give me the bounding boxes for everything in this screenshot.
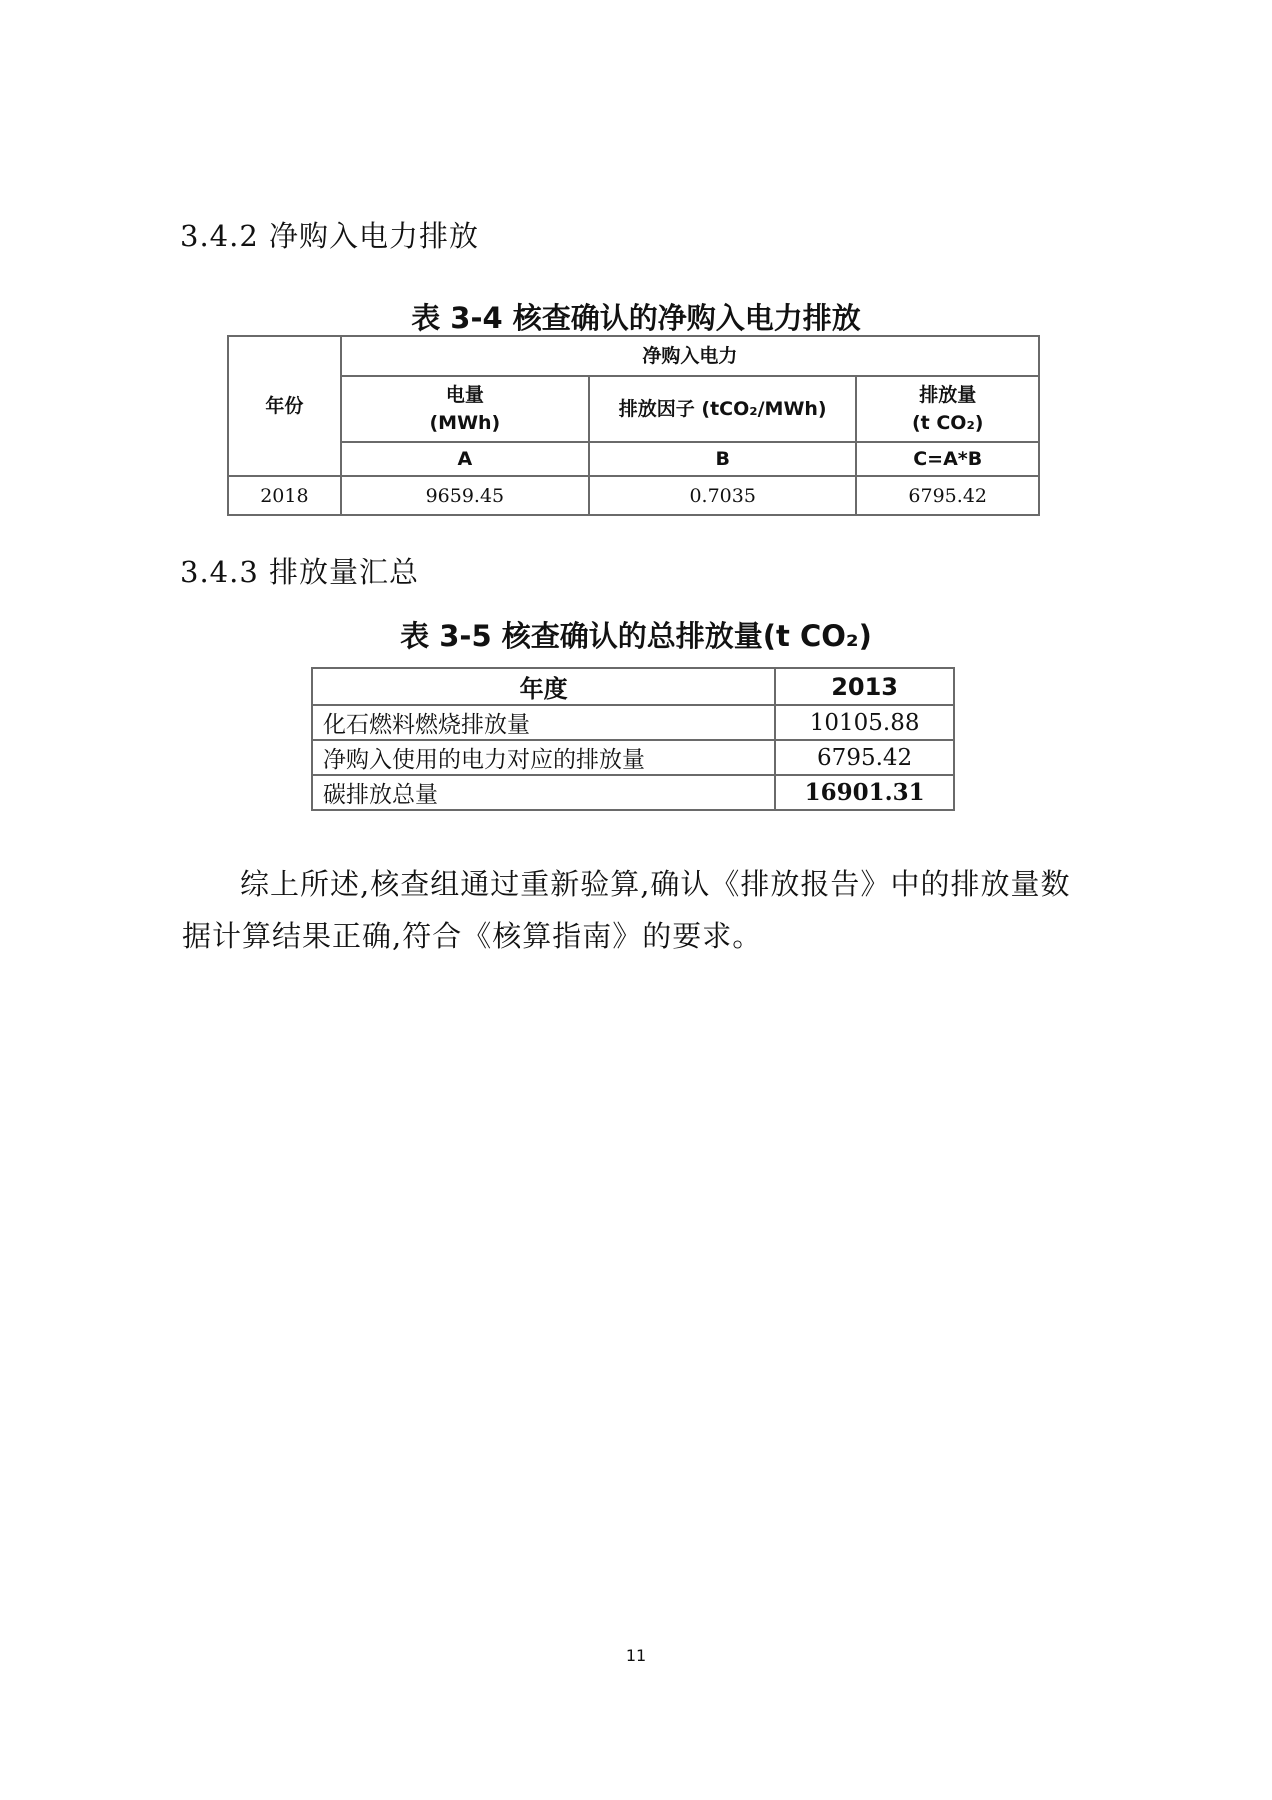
table-row [312,705,954,740]
row-label: 净购入使用的电力对应的排放量 [312,740,775,775]
section-heading-3-4-3: 3.4.3 排放量汇总 [180,555,420,589]
page-number: 11 [625,1646,647,1665]
table-3-5 [311,667,955,811]
table-row [312,775,954,810]
emission-label: 排放量 [919,384,977,406]
emission-factor-header: 排放因子 (tCO₂/MWh) [589,376,856,442]
row-value: 16901.31 [775,775,954,810]
table-3-4-caption: 表 3-4 核查确认的净购入电力排放 [411,301,861,335]
electricity-unit: (MWh) [429,412,501,434]
year-header: 年份 [228,336,341,476]
code-a: A [341,442,589,476]
table-3-4 [227,335,1040,516]
table-row [228,476,1039,515]
year-label-header: 年度 [312,668,775,705]
code-b: B [589,442,856,476]
row-label: 碳排放总量 [312,775,775,810]
conclusion-paragraph: 综上所述,核查组通过重新验算,确认《排放报告》中的排放量数据计算结果正确,符合《核算指南》的要求。 [182,867,1071,953]
row-electricity: 9659.45 [341,476,589,515]
row-factor: 0.7035 [589,476,856,515]
section-heading-3-4-2: 3.4.2 净购入电力排放 [180,219,480,253]
row-label: 化石燃料燃烧排放量 [312,705,775,740]
row-year: 2018 [228,476,341,515]
electricity-header [341,376,589,442]
emission-unit: (t CO₂) [911,412,984,434]
table-row [312,740,954,775]
emission-header [856,376,1039,442]
table-3-5-caption: 表 3-5 核查确认的总排放量(t CO₂) [400,619,872,653]
row-value: 10105.88 [775,705,954,740]
electricity-label: 电量 [445,384,484,406]
row-emission: 6795.42 [856,476,1039,515]
group-header: 净购入电力 [341,336,1039,376]
row-value: 6795.42 [775,740,954,775]
code-c: C=A*B [856,442,1039,476]
year-value-header: 2013 [775,668,954,705]
